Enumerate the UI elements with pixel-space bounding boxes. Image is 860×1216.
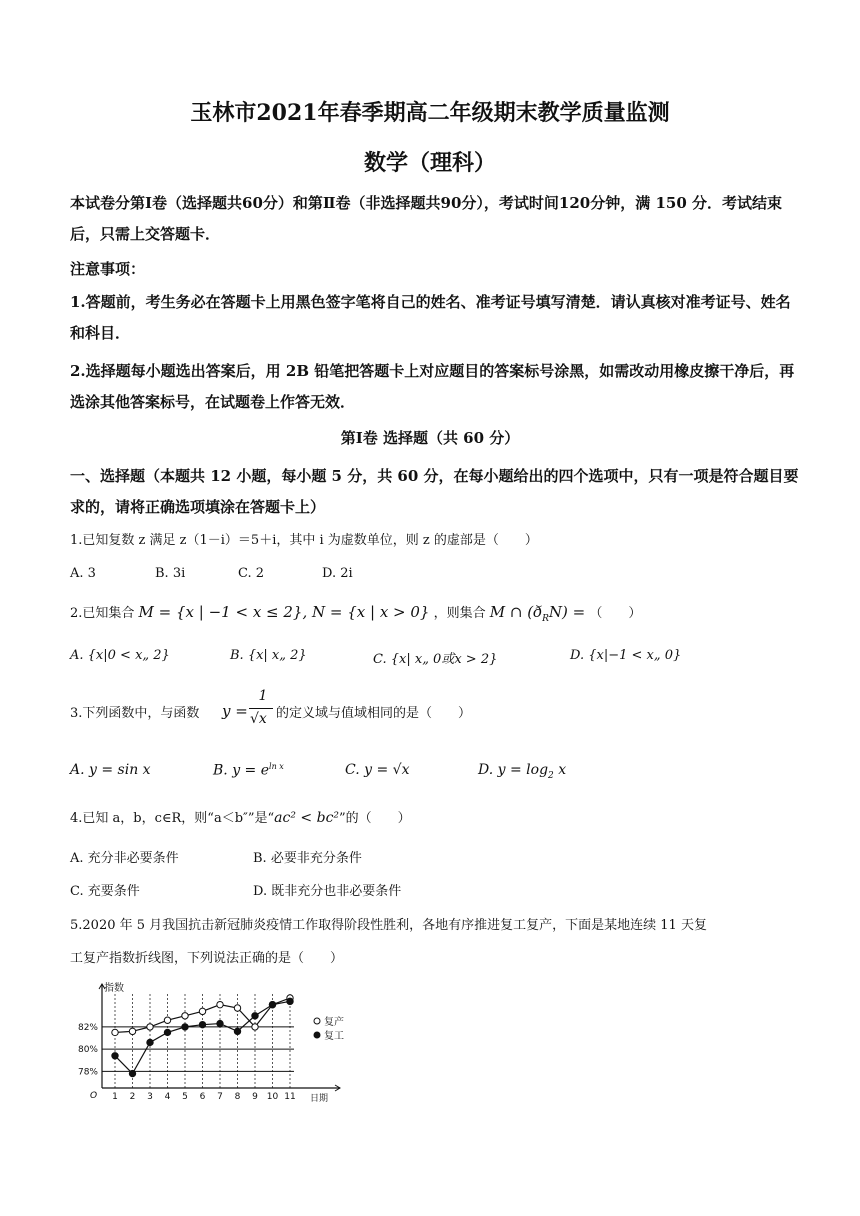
series-fugong-point xyxy=(164,1029,170,1035)
y-tick-label: 82% xyxy=(77,1022,98,1033)
question-4-stem xyxy=(70,807,411,826)
x-tick-label: 7 xyxy=(217,1092,223,1102)
q3-option-a: A. y = sin x xyxy=(70,762,151,778)
question-3-stem xyxy=(70,702,199,721)
q1-option-a: A. 3 xyxy=(70,566,96,581)
q2-option-b: B. {x| x„ 2} xyxy=(230,648,307,663)
question-5-stem-line-2: 工复产指数折线图，下列说法正确的是（ ） xyxy=(70,951,344,966)
series-fugong-point xyxy=(269,1001,275,1007)
x-tick-label: 9 xyxy=(252,1092,258,1102)
series-fuchan-point xyxy=(164,1017,170,1023)
q4-option-b: B. 必要非充分条件 xyxy=(253,851,362,866)
x-tick-label: 2 xyxy=(129,1092,136,1102)
legend-marker xyxy=(314,1018,320,1024)
q3-option-c: C. y = √x xyxy=(345,762,410,778)
series-fugong-point xyxy=(199,1021,205,1027)
x-axis-label: 日期 xyxy=(310,1094,329,1104)
series-fuchan-point xyxy=(182,1013,188,1019)
notice-item-1: 1.答题前，考生务必在答题卡上用黑色签字笔将自己的姓名、准考证号填写清楚．请认真核对准考证号、姓名和科目． xyxy=(70,293,791,342)
x-tick-label: 8 xyxy=(234,1092,241,1102)
q3-frac-numerator: 1 xyxy=(258,688,268,704)
q3-frac-denominator: √x xyxy=(250,711,267,727)
q4-option-d: D. 既非充分也非必要条件 xyxy=(253,884,402,899)
question-2-stem xyxy=(70,602,641,624)
series-fuchan-point xyxy=(112,1029,118,1035)
series-fugong-point xyxy=(147,1039,153,1045)
y-tick-label: 80% xyxy=(77,1045,98,1056)
q2-option-c: C. {x| x„ 0或x > 2} xyxy=(373,652,498,667)
series-fuchan-point xyxy=(234,1005,240,1011)
q1-option-d: D. 2i xyxy=(322,566,353,581)
q2-option-d: D. {x|−1 < x„ 0} xyxy=(570,648,682,663)
series-fuchan-point xyxy=(217,1001,223,1007)
legend-label: 复产 xyxy=(324,1017,344,1028)
series-fugong-point xyxy=(287,998,293,1004)
series-fugong-point xyxy=(129,1070,135,1076)
x-tick-label: 6 xyxy=(199,1092,206,1102)
q4-stem-text-a: 4.已知 a，b，c∈R，则“a＜b″”是“ xyxy=(70,811,275,826)
series-fuchan-point xyxy=(147,1024,153,1030)
x-tick-label: 3 xyxy=(147,1092,153,1102)
q2-stem-text-a: 2.已知集合 xyxy=(70,606,135,621)
q3-option-b: B. $y = e^{ln x}$ xyxy=(213,762,284,779)
y-tick-label: 78% xyxy=(77,1067,98,1078)
notice-item-2: 2.选择题每小题选出答案后，用 2B 铅笔把答题卡上对应题目的答案标号涂黑，如需改动用橡皮擦干净后，再选涂其他答案标号，在试题卷上作答无效． xyxy=(70,362,795,411)
legend-marker xyxy=(314,1032,320,1038)
work-index-line-chart xyxy=(70,976,370,1106)
q3-stem-text-a: 3.下列函数中，与函数 xyxy=(70,706,200,721)
x-tick-label: 1 xyxy=(112,1092,118,1102)
q2-stem-text-b: ，则集合 xyxy=(433,606,486,621)
series-fugong-point xyxy=(234,1028,240,1034)
q3-option-d: D. $y = \log_2 x$ xyxy=(478,762,567,781)
q2-set-expression: M ∩ $(ð_RN)$ = xyxy=(489,603,586,624)
page-title: 玉林市2021年春季期高二年级期末教学质量监测 xyxy=(190,100,670,126)
series-fugong-point xyxy=(112,1053,118,1059)
q2-set-definitions: M = {x | −1 < x ≤ 2}, N = {x | x > 0} xyxy=(138,603,430,621)
origin-label: O xyxy=(90,1091,98,1101)
q4-option-a: A. 充分非必要条件 xyxy=(70,851,179,866)
series-fuchan-point xyxy=(252,1024,258,1030)
q2-option-a: A. {x|0 < x„ 2} xyxy=(70,648,170,663)
y-axis-label: 指数 xyxy=(104,983,124,994)
part1-heading: 一、选择题（本题共 12 小题，每小题 5 分，共 60 分，在每小题给出的四个选项中，只有一项是符合题目要求的，请将正确选项填涂在答题卡上） xyxy=(70,467,799,516)
q2-stem-text-c: （ ） xyxy=(589,606,642,621)
series-fugong-point xyxy=(182,1024,188,1030)
notice-heading: 注意事项： xyxy=(70,260,146,278)
series-fuchan-point xyxy=(129,1028,135,1034)
legend-label: 复工 xyxy=(324,1031,344,1042)
q4-option-c: C. 充要条件 xyxy=(70,884,140,899)
section-title: 第Ⅰ卷 选择题（共 60 分） xyxy=(340,429,520,447)
series-fugong-point xyxy=(217,1020,223,1026)
x-tick-label: 10 xyxy=(266,1092,279,1102)
q3-frac-lhs: y = xyxy=(222,702,248,720)
page-subtitle: 数学（理科） xyxy=(363,150,496,176)
question-5-stem-line-1: 5.2020 年 5 月我国抗击新冠肺炎疫情工作取得阶段性胜利，各地有序推进复工复产，下面是某地连续 11 天复 xyxy=(70,918,707,933)
q3-frac-bar xyxy=(249,708,273,709)
question-1-stem: 1.已知复数 z 满足 z（1－i）＝5＋i，其中 i 为虚数单位，则 z 的虚部是（ ） xyxy=(70,533,538,548)
q1-option-b: B. 3i xyxy=(155,566,186,581)
series-fuchan-point xyxy=(199,1008,205,1014)
q3-stem-text-b: 的定义域与值域相同的是（ ） xyxy=(276,706,472,721)
q4-stem-text-b: ”的（ ） xyxy=(339,811,411,826)
intro-text: 本试卷分第Ⅰ卷（选择题共60分）和第Ⅱ卷（非选择题共90分），考试时间120分钟，满 150 分．考试结束后，只需上交答题卡． xyxy=(70,194,782,243)
x-tick-label: 11 xyxy=(284,1092,296,1102)
x-tick-label: 4 xyxy=(164,1092,171,1102)
q4-condition: ac² < bc² xyxy=(274,810,340,826)
series-fugong-point xyxy=(252,1013,258,1019)
x-tick-label: 5 xyxy=(182,1092,188,1102)
q1-option-c: C. 2 xyxy=(238,566,265,581)
